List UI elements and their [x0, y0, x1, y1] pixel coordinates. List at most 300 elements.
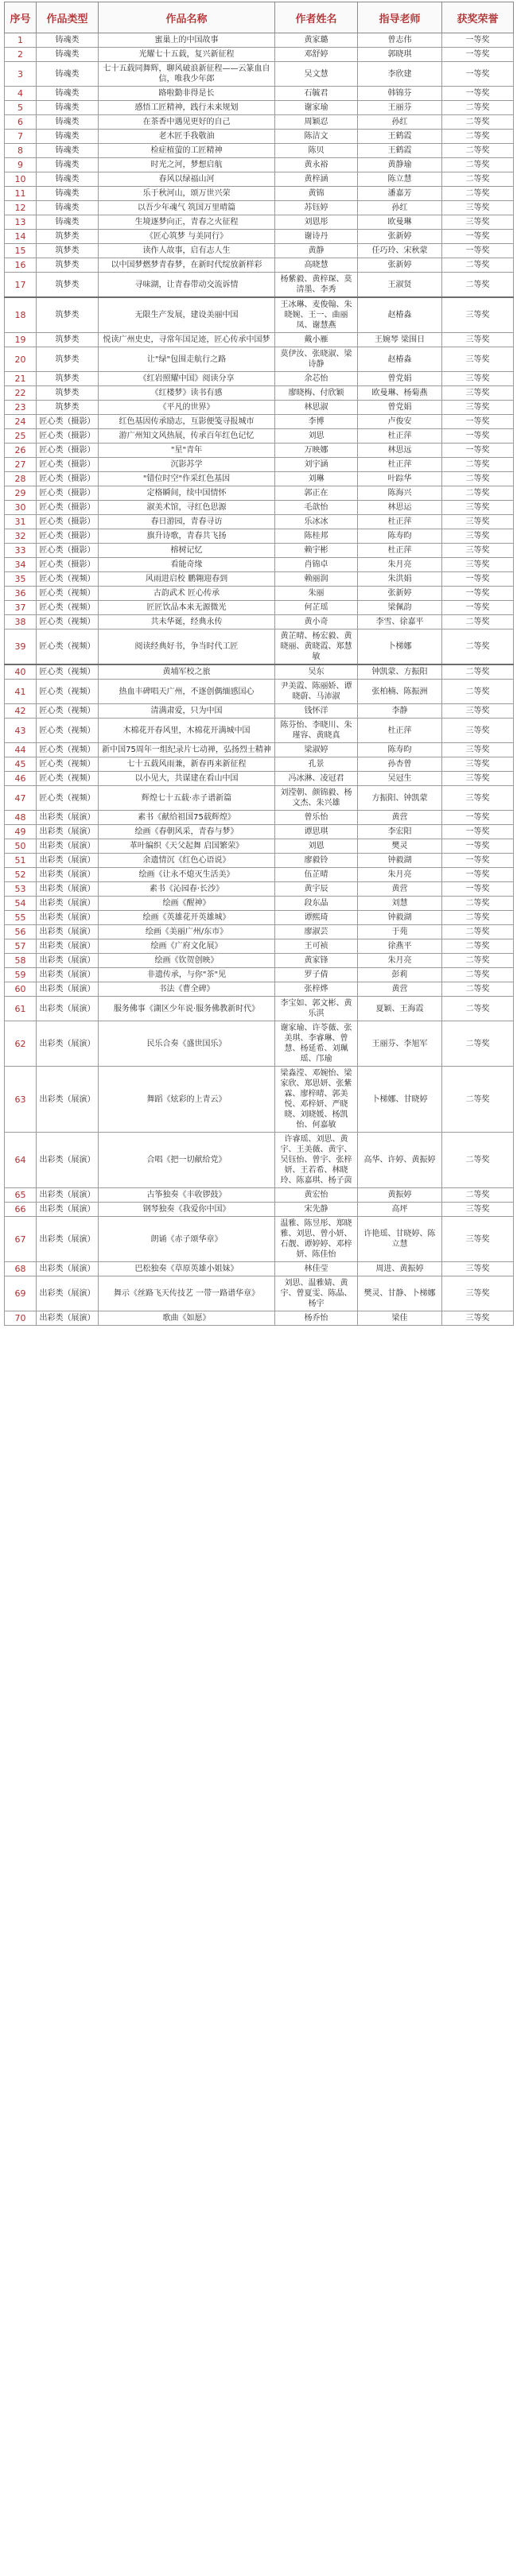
instructor-names: 钟毅湖 — [358, 911, 442, 925]
work-title: 淑美术馆，寻红色思源 — [99, 501, 275, 515]
award-level: 二等奖 — [442, 258, 514, 273]
author-names: 段东晶 — [275, 897, 358, 911]
work-type: 匠心类（摄影） — [37, 529, 99, 544]
instructor-names: 赵椿淼 — [358, 347, 442, 372]
work-type: 匠心类（摄影） — [37, 429, 99, 444]
row-index: 38 — [5, 615, 37, 629]
table-row — [5, 201, 514, 215]
work-title: 光耀七十五载，复兴新征程 — [99, 48, 275, 62]
row-index: 15 — [5, 244, 37, 258]
work-title: 无限生产发展，建设美丽中国 — [99, 297, 275, 333]
author-names: 何芷瑶 — [275, 601, 358, 615]
author-names: 黄宏怡 — [275, 1188, 358, 1203]
row-index: 20 — [5, 347, 37, 372]
work-type: 出彩类（展演） — [37, 1276, 99, 1311]
instructor-names: 孙红 — [358, 115, 442, 130]
table-row — [5, 501, 514, 515]
row-index: 26 — [5, 444, 37, 458]
author-names: 毛歆怡 — [275, 501, 358, 515]
work-type: 出彩类（展演） — [37, 1188, 99, 1203]
table-row — [5, 954, 514, 968]
award-level: 一等奖 — [442, 587, 514, 601]
table-row — [5, 444, 514, 458]
author-names: 梁淑婷 — [275, 743, 358, 757]
row-index: 44 — [5, 743, 37, 757]
work-type: 筑梦类 — [37, 297, 99, 333]
author-names: 张梓烨 — [275, 982, 358, 997]
award-level: 二等奖 — [442, 1021, 514, 1067]
table-row — [5, 529, 514, 544]
award-level: 二等奖 — [442, 130, 514, 144]
award-level: 一等奖 — [442, 244, 514, 258]
row-index: 51 — [5, 854, 37, 868]
instructor-names: 郭晓琪 — [358, 48, 442, 62]
author-names: 伍芷晴 — [275, 868, 358, 882]
work-title: 舞蹈《炫彩的上青云》 — [99, 1067, 275, 1133]
table-row — [5, 911, 514, 925]
award-level: 二等奖 — [442, 187, 514, 201]
row-index: 49 — [5, 825, 37, 839]
award-level: 一等奖 — [442, 87, 514, 101]
author-names: 莫伊汝、张晓淑、梁诗静 — [275, 347, 358, 372]
award-level: 三等奖 — [442, 372, 514, 386]
author-names: 万映娜 — [275, 444, 358, 458]
instructor-names: 曾党娟 — [358, 372, 442, 386]
work-title: 读作人故事，启有志人生 — [99, 244, 275, 258]
row-index: 10 — [5, 172, 37, 187]
award-level: 三等奖 — [442, 704, 514, 719]
author-names: 陈桂邦 — [275, 529, 358, 544]
instructor-names: 梁佳 — [358, 1311, 442, 1326]
work-title: 绘画《钦贺创映》 — [99, 954, 275, 968]
instructor-names: 吴冠生 — [358, 772, 442, 786]
work-type: 出彩类（展演） — [37, 811, 99, 825]
instructor-names: 张柏楠、陈振洲 — [358, 680, 442, 704]
work-type: 铸魂类 — [37, 172, 99, 187]
award-level: 二等奖 — [442, 101, 514, 115]
row-index: 70 — [5, 1311, 37, 1326]
work-type: 出彩类（展演） — [37, 1067, 99, 1133]
award-level: 三等奖 — [442, 1217, 514, 1262]
table-row — [5, 515, 514, 529]
work-title: 七十五载风雨兼，新春再来新征程 — [99, 757, 275, 772]
instructor-names: 潘嘉芳 — [358, 187, 442, 201]
instructor-names: 欧曼琳、杨菊燕 — [358, 386, 442, 401]
author-names: 黄永裕 — [275, 158, 358, 172]
award-level: 三等奖 — [442, 501, 514, 515]
table-row — [5, 386, 514, 401]
row-index: 40 — [5, 664, 37, 680]
award-level: 二等奖 — [442, 982, 514, 997]
work-type: 筑梦类 — [37, 230, 99, 244]
table-row — [5, 601, 514, 615]
instructor-names: 黄营 — [358, 882, 442, 897]
table-row — [5, 558, 514, 572]
award-level: 三等奖 — [442, 347, 514, 372]
work-type: 筑梦类 — [37, 333, 99, 347]
work-title: 古筝独奏《丰收锣鼓》 — [99, 1188, 275, 1203]
table-row — [5, 458, 514, 472]
instructor-names: 赵椿淼 — [358, 297, 442, 333]
award-level: 三等奖 — [442, 1311, 514, 1326]
work-type: 匠心类（视频） — [37, 743, 99, 757]
work-title: 共未华诞，经典永传 — [99, 615, 275, 629]
work-title: 检症植萤的工匠精神 — [99, 144, 275, 158]
table-row — [5, 939, 514, 954]
instructor-names: 王鹤霞 — [358, 130, 442, 144]
author-names: 黄芷晴、杨宏毅、黄晓丽、黄晓霞、郑慧敏 — [275, 629, 358, 665]
work-type: 出彩类（展演） — [37, 911, 99, 925]
work-title: 悦读广州史史，寻常年国足迹，匠心传承中国梦 — [99, 333, 275, 347]
instructor-names: 钟凯蒙、方振阳 — [358, 664, 442, 680]
work-type: 筑梦类 — [37, 244, 99, 258]
work-type: 匠心类（视频） — [37, 680, 99, 704]
author-names: 黄小奇 — [275, 615, 358, 629]
award-level: 二等奖 — [442, 1133, 514, 1188]
work-type: 出彩类（展演） — [37, 968, 99, 982]
award-level: 三等奖 — [442, 757, 514, 772]
work-title: 蜜巢上的中国故事 — [99, 33, 275, 48]
table-row — [5, 401, 514, 415]
table-row — [5, 1262, 514, 1276]
author-names: 刘滢朝、颜锦毅、杨文杰、朱兴雄 — [275, 786, 358, 811]
table-row — [5, 825, 514, 839]
work-type: 匠心类（摄影） — [37, 458, 99, 472]
table-row — [5, 1067, 514, 1133]
work-title: "错位时空"作采红色基因 — [99, 472, 275, 486]
author-names: 朱丽 — [275, 587, 358, 601]
table-row — [5, 130, 514, 144]
table-row — [5, 1133, 514, 1188]
table-row — [5, 87, 514, 101]
work-type: 出彩类（展演） — [37, 954, 99, 968]
instructor-names: 卜梯娜、甘晓婷 — [358, 1067, 442, 1133]
row-index: 31 — [5, 515, 37, 529]
table-row — [5, 115, 514, 130]
award-level: 二等奖 — [442, 458, 514, 472]
author-names: 曾乐怡 — [275, 811, 358, 825]
work-type: 出彩类（展演） — [37, 1262, 99, 1276]
work-type: 铸魂类 — [37, 187, 99, 201]
table-row — [5, 680, 514, 704]
work-title: 朗诵《赤子颂华章》 — [99, 1217, 275, 1262]
table-row — [5, 629, 514, 665]
work-type: 匠心类（摄影） — [37, 544, 99, 558]
table-row — [5, 187, 514, 201]
work-title: 生境逐梦向正，青春之火征程 — [99, 215, 275, 230]
work-title: 春日游园，青春寻访 — [99, 515, 275, 529]
instructor-names: 朱洪娟 — [358, 572, 442, 587]
work-title: 让"绿"包围走航行之路 — [99, 347, 275, 372]
award-level: 二等奖 — [442, 172, 514, 187]
table-row — [5, 854, 514, 868]
work-title: 素书《献给祖国75载辉煌》 — [99, 811, 275, 825]
instructor-names: 王丽芬、李旭军 — [358, 1021, 442, 1067]
author-names: 廖淑芸 — [275, 925, 358, 939]
row-index: 47 — [5, 786, 37, 811]
work-title: 《匠心筑梦 与美同行》 — [99, 230, 275, 244]
work-type: 铸魂类 — [37, 130, 99, 144]
work-title: 绘画《美丽广州/东市》 — [99, 925, 275, 939]
work-type: 筑梦类 — [37, 372, 99, 386]
work-type: 铸魂类 — [37, 101, 99, 115]
award-level: 二等奖 — [442, 486, 514, 501]
award-level: 二等奖 — [442, 615, 514, 629]
work-type: 铸魂类 — [37, 87, 99, 101]
row-index: 64 — [5, 1133, 37, 1188]
row-index: 37 — [5, 601, 37, 615]
work-type: 出彩类（展演） — [37, 997, 99, 1021]
award-level: 三等奖 — [442, 558, 514, 572]
row-index: 62 — [5, 1021, 37, 1067]
instructor-names: 杜正萍 — [358, 458, 442, 472]
work-title: 非遗传承，与你"茶"见 — [99, 968, 275, 982]
instructor-names: 王淑贤 — [358, 273, 442, 298]
work-title: 春风以绿福山河 — [99, 172, 275, 187]
work-title: 路啦勤非得是长 — [99, 87, 275, 101]
table-row — [5, 62, 514, 87]
table-row — [5, 144, 514, 158]
instructor-names: 黄振婷 — [358, 1188, 442, 1203]
author-names: 梁淼滢、邓婉怡、梁家欣、郑思妍、张紫霖、廖梓晴、郭美悦、邓梓妍、严晓晓、刘晓媛、杨凯怡、何嘉敏 — [275, 1067, 358, 1133]
work-type: 出彩类（展演） — [37, 1311, 99, 1326]
row-index: 54 — [5, 897, 37, 911]
author-names: 杨紫毅、黄梓琛、莫清墨、李秀 — [275, 273, 358, 298]
work-type: 筑梦类 — [37, 258, 99, 273]
row-index: 17 — [5, 273, 37, 298]
work-title: "星"青年 — [99, 444, 275, 458]
author-names: 吴东 — [275, 664, 358, 680]
work-title: 木棉花开春风里，木棉花开满城中国 — [99, 719, 275, 743]
author-names: 林佳莹 — [275, 1262, 358, 1276]
work-type: 出彩类（展演） — [37, 1021, 99, 1067]
instructor-names: 欧曼琳 — [358, 215, 442, 230]
instructor-names: 陈海兴 — [358, 486, 442, 501]
table-row — [5, 244, 514, 258]
work-type: 筑梦类 — [37, 273, 99, 298]
row-index: 69 — [5, 1276, 37, 1311]
table-row — [5, 968, 514, 982]
row-index: 42 — [5, 704, 37, 719]
table-row — [5, 786, 514, 811]
table-row — [5, 486, 514, 501]
header-teacher: 指导老师 — [358, 2, 442, 33]
author-names: 谢家瑜、许苓薇、张美琪、李睿琳、曾慧、杨延希、刘珮瑶、邝瑜 — [275, 1021, 358, 1067]
work-title: 辉煌七十五载·赤子谱新篇 — [99, 786, 275, 811]
author-names: 赖丽润 — [275, 572, 358, 587]
row-index: 13 — [5, 215, 37, 230]
author-names: 罗子倩 — [275, 968, 358, 982]
work-type: 出彩类（展演） — [37, 925, 99, 939]
work-title: 沉影苏学 — [99, 458, 275, 472]
row-index: 53 — [5, 882, 37, 897]
author-names: 郭正在 — [275, 486, 358, 501]
row-index: 61 — [5, 997, 37, 1021]
work-title: 巴松独奏《草原英雄小姐妹》 — [99, 1262, 275, 1276]
award-level: 一等奖 — [442, 868, 514, 882]
work-title: 乐于秋河山，颂万世兴荣 — [99, 187, 275, 201]
work-title: 绘画《让永不熄灭生活美》 — [99, 868, 275, 882]
work-type: 出彩类（展演） — [37, 982, 99, 997]
row-index: 63 — [5, 1067, 37, 1133]
table-row — [5, 372, 514, 386]
award-level: 二等奖 — [442, 158, 514, 172]
work-type: 铸魂类 — [37, 201, 99, 215]
author-names: 尹美霞、陈丽娇、谭晓蔚、马沛淑 — [275, 680, 358, 704]
table-row — [5, 757, 514, 772]
author-names: 李宝如、郭文彬、黄乐淇 — [275, 997, 358, 1021]
row-index: 14 — [5, 230, 37, 244]
award-level: 一等奖 — [442, 572, 514, 587]
author-names: 杨乔怡 — [275, 1311, 358, 1326]
instructor-names: 彭莉 — [358, 968, 442, 982]
work-type: 铸魂类 — [37, 215, 99, 230]
award-level: 一等奖 — [442, 882, 514, 897]
author-names: 高晓慧 — [275, 258, 358, 273]
author-names: 苏钰婷 — [275, 201, 358, 215]
work-title: 以中国梦燃梦青春梦，在新时代绽放新样彩 — [99, 258, 275, 273]
instructor-names: 朱月亮 — [358, 868, 442, 882]
instructor-names: 周进、黄振婷 — [358, 1262, 442, 1276]
row-index: 18 — [5, 297, 37, 333]
author-names: 黄家锋 — [275, 954, 358, 968]
work-type: 匠心类（视频） — [37, 629, 99, 665]
award-level: 二等奖 — [442, 968, 514, 982]
row-index: 35 — [5, 572, 37, 587]
row-index: 46 — [5, 772, 37, 786]
row-index: 3 — [5, 62, 37, 87]
award-level: 一等奖 — [442, 33, 514, 48]
work-title: 民乐合奏《盛世国乐》 — [99, 1021, 275, 1067]
header-index: 序号 — [5, 2, 37, 33]
work-title: 钢琴独奏《我爱你中国》 — [99, 1203, 275, 1217]
row-index: 30 — [5, 501, 37, 515]
work-type: 筑梦类 — [37, 347, 99, 372]
row-index: 45 — [5, 757, 37, 772]
header-type: 作品类型 — [37, 2, 99, 33]
work-title: 风雨进启校 鹏翱迎春到 — [99, 572, 275, 587]
work-title: 老木匠手我敬油 — [99, 130, 275, 144]
table-row — [5, 33, 514, 48]
author-names: 温雅、陈昱彤、郑晓雅、刘思、曾小妍、石靓、谭婷婷、邓梓妍、陈佳怡 — [275, 1217, 358, 1262]
work-type: 筑梦类 — [37, 386, 99, 401]
author-names: 王可祯 — [275, 939, 358, 954]
instructor-names: 刘慧 — [358, 897, 442, 911]
award-level: 二等奖 — [442, 115, 514, 130]
table-row — [5, 572, 514, 587]
instructor-names: 黄静瑜 — [358, 158, 442, 172]
table-row — [5, 347, 514, 372]
instructor-names: 许艳瑶、甘晓婷、陈立慧 — [358, 1217, 442, 1262]
table-row — [5, 1021, 514, 1067]
author-names: 刘恩彤 — [275, 215, 358, 230]
work-type: 匠心类（摄影） — [37, 558, 99, 572]
row-index: 5 — [5, 101, 37, 115]
author-names: 谭思琪 — [275, 825, 358, 839]
work-title: 旗升诗歌，青春共飞扬 — [99, 529, 275, 544]
work-title: 服务佛事《湖区少年说·服务佛教新时代》 — [99, 997, 275, 1021]
work-title: 绘画《广府文化展》 — [99, 939, 275, 954]
award-level: 二等奖 — [442, 273, 514, 298]
instructor-names: 孙杏曾 — [358, 757, 442, 772]
work-type: 筑梦类 — [37, 401, 99, 415]
table-row — [5, 258, 514, 273]
instructor-names: 李欣建 — [358, 62, 442, 87]
work-type: 匠心类（视频） — [37, 757, 99, 772]
work-type: 铸魂类 — [37, 144, 99, 158]
award-level: 一等奖 — [442, 811, 514, 825]
work-title: 《平凡的世界》 — [99, 401, 275, 415]
table-row — [5, 1311, 514, 1326]
work-type: 匠心类（摄影） — [37, 444, 99, 458]
award-level: 三等奖 — [442, 743, 514, 757]
row-index: 60 — [5, 982, 37, 997]
instructor-names: 夏颖、王海霞 — [358, 997, 442, 1021]
row-index: 32 — [5, 529, 37, 544]
author-names: 谢家瑜 — [275, 101, 358, 115]
row-index: 48 — [5, 811, 37, 825]
author-names: 宋先静 — [275, 1203, 358, 1217]
work-title: 阅读经典好书，争当时代工匠 — [99, 629, 275, 665]
work-type: 匠心类（摄影） — [37, 515, 99, 529]
award-level: 三等奖 — [442, 529, 514, 544]
work-title: 黄埔军校之旅 — [99, 664, 275, 680]
instructor-names: 韩锦芬 — [358, 87, 442, 101]
work-title: 《红楼梦》读书有感 — [99, 386, 275, 401]
work-title: 在茶香中遇见更好的自己 — [99, 115, 275, 130]
instructor-names: 杜正萍 — [358, 515, 442, 529]
award-level: 一等奖 — [442, 415, 514, 429]
author-names: 陈芬怡、李晓川、朱瑾容、黄晓真 — [275, 719, 358, 743]
table-row — [5, 664, 514, 680]
award-level: 三等奖 — [442, 297, 514, 333]
table-row — [5, 897, 514, 911]
row-index: 65 — [5, 1188, 37, 1203]
work-type: 铸魂类 — [37, 158, 99, 172]
instructor-names: 王丽芬 — [358, 101, 442, 115]
header-prize: 获奖荣誉 — [442, 2, 514, 33]
row-index: 55 — [5, 911, 37, 925]
table-row — [5, 230, 514, 244]
author-names: 刘思 — [275, 429, 358, 444]
work-type: 铸魂类 — [37, 33, 99, 48]
work-title: 合唱《把一切献给党》 — [99, 1133, 275, 1188]
award-level: 二等奖 — [442, 939, 514, 954]
instructor-names: 朱月亮 — [358, 558, 442, 572]
award-level: 一等奖 — [442, 62, 514, 87]
row-index: 9 — [5, 158, 37, 172]
work-type: 匠心类（视频） — [37, 719, 99, 743]
row-index: 25 — [5, 429, 37, 444]
work-title: 看能奇缘 — [99, 558, 275, 572]
table-body — [5, 33, 514, 1326]
award-level: 二等奖 — [442, 911, 514, 925]
author-names: 谭熙琦 — [275, 911, 358, 925]
author-names: 冯冰淋、凌冠君 — [275, 772, 358, 786]
author-names: 林思淑 — [275, 401, 358, 415]
header-author: 作者姓名 — [275, 2, 358, 33]
table-row — [5, 1203, 514, 1217]
header-title: 作品名称 — [99, 2, 275, 33]
table-row — [5, 743, 514, 757]
author-names: 周颖忍 — [275, 115, 358, 130]
table-row — [5, 429, 514, 444]
instructor-names: 陈立慧 — [358, 172, 442, 187]
work-title: 以吾少年魂气 筑国万里晴篇 — [99, 201, 275, 215]
row-index: 8 — [5, 144, 37, 158]
work-type: 出彩类（展演） — [37, 1217, 99, 1262]
table-row — [5, 925, 514, 939]
